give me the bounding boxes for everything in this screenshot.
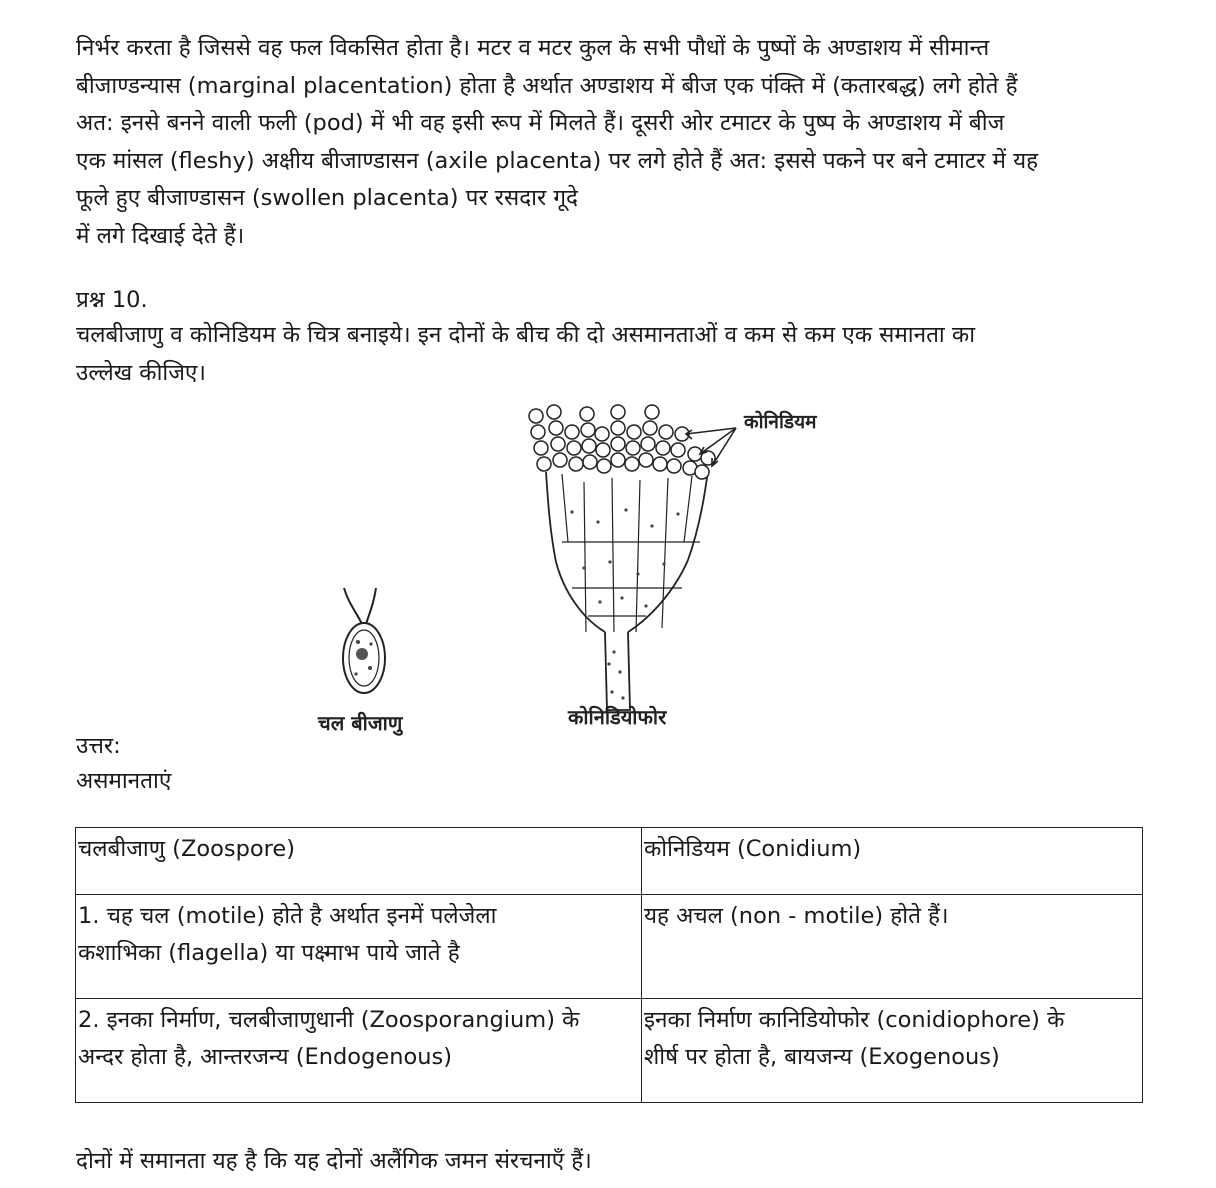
zoospore-conidium-figure <box>300 392 860 740</box>
conidiophore-drawing <box>546 470 708 710</box>
table-cell <box>642 999 1143 1103</box>
zoospore-drawing <box>343 588 385 693</box>
table-cell <box>76 895 642 999</box>
conidiophore-label: कोनिडियोफोर <box>568 705 667 729</box>
table-header-cell: चलबीजाणु (Zoospore) <box>76 828 642 895</box>
intro-line: में लगे दिखाई देते हैं। <box>76 222 245 249</box>
table-cell <box>642 895 1143 999</box>
cell-line: अन्दर होता है, आन्तरजन्य (Endogenous) <box>78 1044 452 1070</box>
cell-line: 1. चह चल (motile) होते है अर्थात इनमें पलेजेला <box>78 903 497 929</box>
intro-line: अत: इनसे बनने वाली फली (pod) में भी वह इसी रूप में मिलते हैं। दूसरी ओर टमाटर के पुष्प के अण्डाशय में बीज <box>76 110 1005 136</box>
cell-line: शीर्ष पर होता है, बायजन्य (Exogenous) <box>644 1044 1000 1070</box>
question-text <box>76 317 1166 392</box>
conidium-label: कोनिडियम <box>744 411 817 433</box>
question-label: प्रश्न 10. <box>76 287 148 313</box>
zoospore-label: चल बीजाणु <box>318 711 403 735</box>
comparison-table <box>75 827 1143 1103</box>
intro-line: निर्भर करता है जिससे वह फल विकसित होता है। मटर व मटर कुल के सभी पौधों के पुष्पों के अण्डाशय में सीमान्त <box>76 35 990 61</box>
similarity-statement: दोनों में समानता यह है कि यह दोनों अलैंगिक जमन संरचनाएँ हैं। <box>76 1148 592 1174</box>
answer-label: उत्तर: <box>76 733 121 759</box>
table-header-cell: कोनिडियम (Conidium) <box>642 828 1143 895</box>
cell-line: इनका निर्माण कानिडियोफोर (conidiophore) के <box>644 1007 1065 1033</box>
cell-line: कशाभिका (flagella) या पक्ष्माभ पाये जाते है <box>78 940 460 966</box>
table-row <box>76 895 1143 999</box>
intro-paragraph <box>76 30 1166 255</box>
cell-line: 2. इनका निर्माण, चलबीजाणुधानी (Zoosporangium) के <box>78 1007 580 1033</box>
cell-line: यह अचल (non - motile) होते हैं। <box>644 903 949 929</box>
intro-line: बीजाण्डन्यास (marginal placentation) होता है अर्थात अण्डाशय में बीज एक पंक्ति में (कतारबद्ध) लगे होते हैं <box>76 72 1018 99</box>
intro-line: फूले हुए बीजाण्डासन (swollen placenta) पर रसदार गूदे <box>76 185 578 211</box>
conidium-chains <box>529 405 715 479</box>
table-header-row <box>76 828 1143 895</box>
question-line: उल्लेख कीजिए। <box>76 359 206 386</box>
question-line: चलबीजाणु व कोनिडियम के चित्र बनाइये। इन दोनों के बीच की दो असमानताओं व कम से कम एक समानता का <box>76 322 976 348</box>
table-row <box>76 999 1143 1103</box>
dissimilarities-label: असमानताएं <box>76 768 172 794</box>
intro-line: एक मांसल (fleshy) अक्षीय बीजाण्डासन (axile placenta) पर लगे होते हैं अत: इससे पकने पर बने टमाटर में यह <box>76 147 1039 174</box>
table-cell <box>76 999 642 1103</box>
